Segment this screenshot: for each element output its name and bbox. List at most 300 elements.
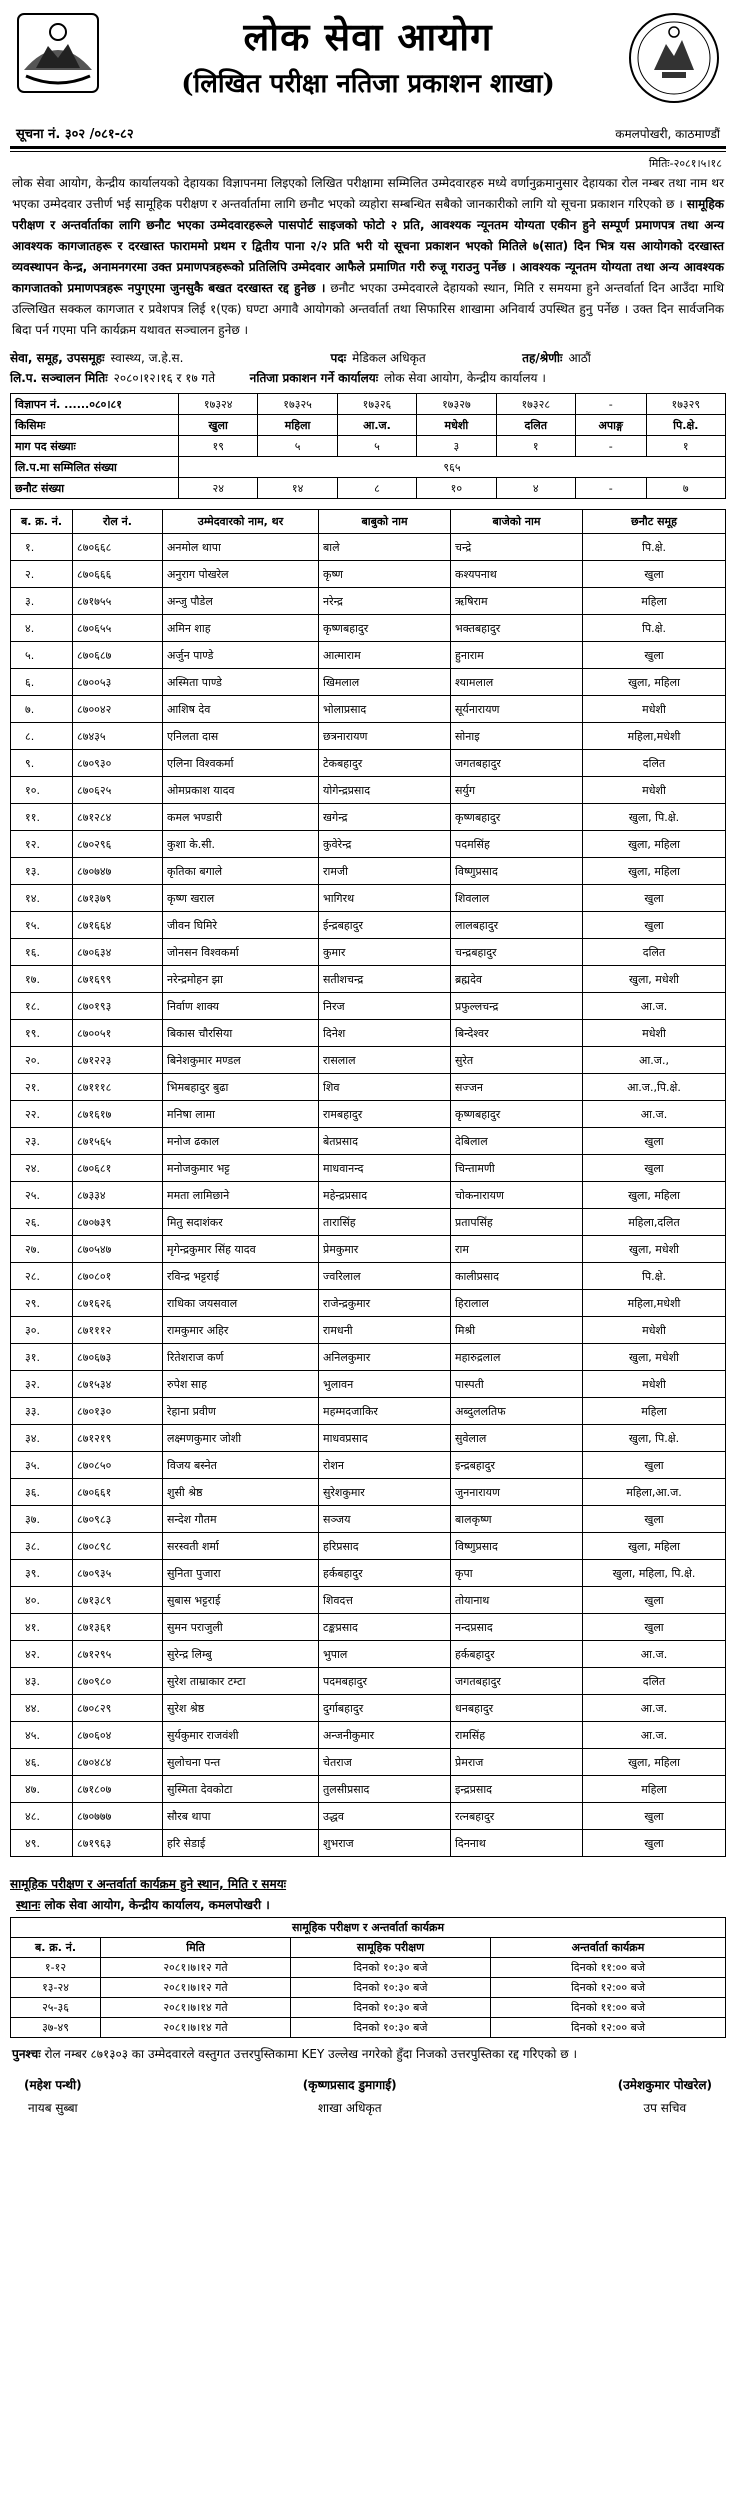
grandfather-name-cell: महारुद्रलाल [451, 1344, 583, 1371]
table-row [11, 723, 726, 750]
col-header: अन्तर्वार्ता कार्यक्रम [491, 1938, 726, 1958]
candidate-name-cell: एलिना विश्वकर्मा [163, 750, 319, 777]
father-name-cell: भुलावन [319, 1371, 451, 1398]
candidate-name-cell: जीवन घिमिरे [163, 912, 319, 939]
group-cell: खुला, महिला [583, 1182, 726, 1209]
candidate-name-cell: हरि सेडाई [163, 1830, 319, 1857]
father-name-cell: तुलसीप्रसाद [319, 1776, 451, 1803]
serial-range-cell: १३-२४ [11, 1978, 101, 1998]
father-name-cell: प्रेमकुमार [319, 1236, 451, 1263]
grandfather-name-cell: प्रफुल्लचन्द्र [451, 993, 583, 1020]
candidate-name-cell: सरस्वती शर्मा [163, 1533, 319, 1560]
group-cell: खुला [583, 1128, 726, 1155]
roll-number-cell: ८७१६६४ [73, 912, 163, 939]
table-row [11, 1425, 726, 1452]
serial-cell: ३८. [11, 1533, 73, 1560]
roll-number-cell: ८७१७५५ [73, 588, 163, 615]
roll-number-cell: ८७१३७९ [73, 885, 163, 912]
appeared-label: लि.प.मा सम्मिलित संख्या [11, 457, 179, 478]
group-cell: मधेशी [583, 696, 726, 723]
roll-number-cell: ८७०९८० [73, 1668, 163, 1695]
group-cell: खुला [583, 561, 726, 588]
serial-cell: १. [11, 534, 73, 561]
candidate-name-cell: मृगेन्द्रकुमार सिंह यादव [163, 1236, 319, 1263]
roll-number-cell: ८७०६०४ [73, 1722, 163, 1749]
father-name-cell: चेतराज [319, 1749, 451, 1776]
schedule-heading: सामूहिक परीक्षण र अन्तर्वार्ता कार्यक्रम हुने स्थान, मिति र समयः [10, 1877, 287, 1891]
group-cell: दलित [583, 939, 726, 966]
table-row [11, 885, 726, 912]
selected-label: छनौट संख्या [11, 478, 179, 499]
office-value: लोक सेवा आयोग, केन्द्रीय कार्यालय । [384, 370, 546, 385]
table-row [11, 1749, 726, 1776]
table-row [11, 1290, 726, 1317]
selected-cell: २४ [179, 478, 258, 499]
demand-cell: १ [646, 436, 725, 457]
roll-number-cell: ८७०७४७ [73, 858, 163, 885]
father-name-cell: माधवानन्द [319, 1155, 451, 1182]
roll-number-cell: ८७०८५० [73, 1452, 163, 1479]
table-row [11, 1020, 726, 1047]
serial-range-cell: १-१२ [11, 1958, 101, 1978]
candidate-name-cell: सुनिता पुजारा [163, 1560, 319, 1587]
grandfather-name-cell: प्रतापसिंह [451, 1209, 583, 1236]
grandfather-name-cell: इन्द्रप्रसाद [451, 1776, 583, 1803]
grandfather-name-cell: जगतबहादुर [451, 750, 583, 777]
serial-cell: ३२. [11, 1371, 73, 1398]
serial-cell: १४. [11, 885, 73, 912]
serial-cell: १६. [11, 939, 73, 966]
roll-number-cell: ८७१२८४ [73, 804, 163, 831]
candidate-name-cell: कृतिका बगाले [163, 858, 319, 885]
table-row [11, 939, 726, 966]
candidate-name-cell: शुसी श्रेष्ठ [163, 1479, 319, 1506]
group-test-time-cell: दिनको १०:३० बजे [291, 1978, 491, 1998]
grandfather-name-cell: बालकृष्ण [451, 1506, 583, 1533]
group-cell: महिला,दलित [583, 1209, 726, 1236]
roll-number-cell: ८७०६८७ [73, 642, 163, 669]
candidate-name-cell: बिकास चौरसिया [163, 1020, 319, 1047]
signatory-name: (उमेशकुमार पोखरेल) [617, 2078, 712, 2092]
grandfather-name-cell: शिवलाल [451, 885, 583, 912]
selected-cell: ४ [496, 478, 575, 499]
roll-number-cell: ८७०८०१ [73, 1263, 163, 1290]
serial-cell: ४७. [11, 1776, 73, 1803]
father-name-cell: तारासिंह [319, 1209, 451, 1236]
type-cell: आ.ज. [337, 415, 416, 436]
candidate-name-cell: अमिन शाह [163, 615, 319, 642]
selected-cell: ७ [646, 478, 725, 499]
roll-number-cell: ८७०६६६ [73, 561, 163, 588]
roll-number-cell: ८७१११२ [73, 1317, 163, 1344]
level-value: आठौं [568, 350, 591, 365]
selected-cell: ८ [337, 478, 416, 499]
seat-row-appeared [11, 457, 726, 478]
candidate-name-cell: कृष्ण खराल [163, 885, 319, 912]
postscript-text: रोल नम्बर ८७१३०३ का उम्मेदवारले वस्तुगत उत्तरपुस्तिकामा KEY उल्लेख नगरेको हुँदा निजको उत्तरपुस्तिका रद्द गरिएको छ । [44, 2047, 578, 2061]
roll-number-cell: ८७०१३० [73, 1398, 163, 1425]
roll-number-cell: ८७०६८१ [73, 1155, 163, 1182]
roll-number-cell: ८७०८९८ [73, 1533, 163, 1560]
col-header: ब. क्र. नं. [11, 510, 73, 534]
father-name-cell: शुभराज [319, 1830, 451, 1857]
candidate-name-cell: रितेशराज कर्ण [163, 1344, 319, 1371]
roll-number-cell: ८७१८०७ [73, 1776, 163, 1803]
interview-time-cell: दिनको ११:०० बजे [491, 1998, 726, 2018]
grandfather-name-cell: जगतबहादुर [451, 1668, 583, 1695]
serial-range-cell: ३७-४९ [11, 2018, 101, 2038]
father-name-cell: हरिप्रसाद [319, 1533, 451, 1560]
table-row [11, 1533, 726, 1560]
selected-cell: १० [417, 478, 496, 499]
father-name-cell: खगेन्द्र [319, 804, 451, 831]
group-cell: खुला [583, 1506, 726, 1533]
adv-no: १७३२८ [496, 394, 575, 415]
father-name-cell: माधवप्रसाद [319, 1425, 451, 1452]
group-cell: आ.ज. [583, 1101, 726, 1128]
signatory-name: (कृष्णप्रसाद डुमागाई) [302, 2078, 397, 2092]
candidate-name-cell: मितु सदाशंकर [163, 1209, 319, 1236]
group-cell: खुला, महिला [583, 1749, 726, 1776]
psc-seal-icon [626, 10, 722, 106]
father-name-cell: रामजी [319, 858, 451, 885]
father-name-cell: खिमलाल [319, 669, 451, 696]
candidate-name-cell: कुशा के.सी. [163, 831, 319, 858]
table-row [11, 1978, 726, 1998]
group-cell: पि.क्षे. [583, 1263, 726, 1290]
postscript [10, 2044, 726, 2064]
group-cell: आ.ज. [583, 1722, 726, 1749]
group-cell: खुला [583, 885, 726, 912]
grandfather-name-cell: सुवेलाल [451, 1425, 583, 1452]
roll-number-cell: ८७१५३४ [73, 1371, 163, 1398]
serial-cell: २३. [11, 1128, 73, 1155]
serial-cell: ४६. [11, 1749, 73, 1776]
demand-cell: ३ [417, 436, 496, 457]
serial-cell: ९. [11, 750, 73, 777]
roll-number-cell: ८७१६१७ [73, 1101, 163, 1128]
candidate-name-cell: सुस्मिता देवकोटा [163, 1776, 319, 1803]
candidate-name-cell: सुरेश श्रेष्ठ [163, 1695, 319, 1722]
roll-number-cell: ८७०५४७ [73, 1236, 163, 1263]
group-cell: खुला, पि.क्षे. [583, 1425, 726, 1452]
father-name-cell: रामबहादुर [319, 1101, 451, 1128]
notice-number: सूचना नं. ३०२ /०८१-८२ [16, 127, 134, 142]
roll-number-cell: ८७०६५५ [73, 615, 163, 642]
group-cell: महिला,मधेशी [583, 723, 726, 750]
roll-number-cell: ८७०६७३ [73, 1344, 163, 1371]
roll-number-cell: ८७१३६१ [73, 1614, 163, 1641]
table-row [11, 966, 726, 993]
serial-cell: २८. [11, 1263, 73, 1290]
roll-number-cell: ८७०६६८ [73, 534, 163, 561]
type-cell: पि.क्षे. [646, 415, 725, 436]
col-header: ब. क्र. नं. [11, 1938, 101, 1958]
interview-time-cell: दिनको १२:०० बजे [491, 1978, 726, 1998]
serial-cell: १२. [11, 831, 73, 858]
grandfather-name-cell: हुनाराम [451, 642, 583, 669]
roll-number-cell: ८७०७७७ [73, 1803, 163, 1830]
signature [618, 2076, 712, 2116]
serial-cell: १७. [11, 966, 73, 993]
schedule-caption: सामूहिक परीक्षण र अन्तर्वार्ता कार्यक्रम [11, 1918, 726, 1938]
adv-label: विज्ञापन नं. ......०८०।८१ [11, 394, 179, 415]
roll-number-cell: ८७१९६३ [73, 1830, 163, 1857]
selected-cell: १४ [258, 478, 337, 499]
serial-cell: २५. [11, 1182, 73, 1209]
exam-date-value: २०८०।१२।१६ र १७ गते [113, 370, 216, 385]
adv-no: १७३२४ [179, 394, 258, 415]
signatory-designation: उप सचिव [643, 2101, 687, 2115]
candidate-name-cell: अनमोल थापा [163, 534, 319, 561]
date-cell: २०८१।७।१४ गते [101, 1998, 291, 2018]
grandfather-name-cell: बिन्देश्वर [451, 1020, 583, 1047]
col-header: छनौट समूह [583, 510, 726, 534]
signatory-name: (महेश पन्थी) [24, 2078, 82, 2092]
table-row [11, 1263, 726, 1290]
post-label: पदः [330, 350, 347, 365]
serial-cell: ३७. [11, 1506, 73, 1533]
serial-cell: १८. [11, 993, 73, 1020]
postscript-label: पुनश्चः [12, 2047, 41, 2061]
serial-cell: ४४. [11, 1695, 73, 1722]
notice-date: मितिः-२०८१।५।१८ [648, 157, 722, 170]
father-name-cell: नरेन्द्र [319, 588, 451, 615]
father-name-cell: दिनेश [319, 1020, 451, 1047]
group-cell: पि.क्षे. [583, 615, 726, 642]
table-row [11, 1695, 726, 1722]
roll-number-cell: ८७०९३५ [73, 1560, 163, 1587]
group-cell: महिला [583, 588, 726, 615]
grandfather-name-cell: जुननारायण [451, 1479, 583, 1506]
meta-row-exam [10, 367, 726, 387]
grandfather-name-cell: श्यामलाल [451, 669, 583, 696]
father-name-cell: कुवेरेन्द्र [319, 831, 451, 858]
roll-number-cell: ८७१२१९ [73, 1425, 163, 1452]
serial-cell: ३३. [11, 1398, 73, 1425]
father-name-cell: महेन्द्रप्रसाद [319, 1182, 451, 1209]
table-row [11, 1830, 726, 1857]
service-value: स्वास्थ्य, ज.हे.स. [110, 350, 184, 365]
table-row [11, 1506, 726, 1533]
intro-text-1: लोक सेवा आयोग, केन्द्रीय कार्यालयको देहायका विज्ञापनमा लिइएको लिखित परीक्षामा सम्मिलित उम्मेदवारहरु मध्ये वर्णानुक्रमानुसार देहायका रोल नम्बर तथा नाम थर भएका उम्मेदवार उत्तीर्ण भई सामूहिक परीक्षण र अन्तर्वार्तामा लागि छनौट भएको व्यहोरा सम्बन्धित सबैको जानकारीको लागि यो सूचना प्रकाशन गरिएको छ । [12, 176, 724, 211]
table-row [11, 750, 726, 777]
grandfather-name-cell: देबिलाल [451, 1128, 583, 1155]
level-label: तह/श्रेणीः [522, 350, 563, 365]
table-row [11, 1587, 726, 1614]
demand-cell: ५ [258, 436, 337, 457]
signature [24, 2076, 82, 2116]
table-row [11, 1128, 726, 1155]
father-name-cell: पदमबहादुर [319, 1668, 451, 1695]
roll-number-cell: ८७०६२५ [73, 777, 163, 804]
grandfather-name-cell: कालीप्रसाद [451, 1263, 583, 1290]
group-cell: महिला [583, 1398, 726, 1425]
grandfather-name-cell: ब्रह्मदेव [451, 966, 583, 993]
father-name-cell: भोलाप्रसाद [319, 696, 451, 723]
group-cell: खुला [583, 1155, 726, 1182]
grandfather-name-cell: कृपा [451, 1560, 583, 1587]
candidate-name-cell: सन्देश गौतम [163, 1506, 319, 1533]
table-row [11, 1101, 726, 1128]
appeared-value: ९६५ [179, 457, 726, 478]
father-name-cell: अनिलकुमार [319, 1344, 451, 1371]
group-cell: मधेशी [583, 777, 726, 804]
exam-date-label: लि.प. सञ्चालन मितिः [10, 370, 108, 385]
grandfather-name-cell: कृष्णबहादुर [451, 1101, 583, 1128]
table-row [11, 1236, 726, 1263]
grandfather-name-cell: सुरेत [451, 1047, 583, 1074]
office-location: कमलपोखरी, काठमाण्डौं [615, 127, 720, 141]
father-name-cell: ईन्द्रबहादुर [319, 912, 451, 939]
father-name-cell: रासलाल [319, 1047, 451, 1074]
table-row [11, 1998, 726, 2018]
grandfather-name-cell: पास्पती [451, 1371, 583, 1398]
table-row [11, 1317, 726, 1344]
table-row [11, 1182, 726, 1209]
table-row [11, 1776, 726, 1803]
table-row [11, 615, 726, 642]
schedule-place [10, 1896, 726, 1913]
father-name-cell: कुमार [319, 939, 451, 966]
schedule-table [10, 1917, 726, 2038]
candidate-name-cell: जोनसन विश्वकर्मा [163, 939, 319, 966]
results-header-row [11, 510, 726, 534]
table-row [11, 1371, 726, 1398]
serial-cell: २१. [11, 1074, 73, 1101]
serial-cell: ३४. [11, 1425, 73, 1452]
table-row [11, 1074, 726, 1101]
candidate-name-cell: सुबास भट्टराई [163, 1587, 319, 1614]
roll-number-cell: ८७०७३९ [73, 1209, 163, 1236]
grandfather-name-cell: चन्द्रे [451, 534, 583, 561]
table-row [11, 777, 726, 804]
candidate-name-cell: रविन्द्र भट्टराई [163, 1263, 319, 1290]
candidate-name-cell: एनिलता दास [163, 723, 319, 750]
col-header: मिति [101, 1938, 291, 1958]
demand-cell: १९ [179, 436, 258, 457]
seat-row-adv [11, 394, 726, 415]
group-cell: दलित [583, 750, 726, 777]
roll-number-cell: ८७००५१ [73, 1020, 163, 1047]
grandfather-name-cell: अब्दुललतिफ [451, 1398, 583, 1425]
roll-number-cell: ८७०४८४ [73, 1749, 163, 1776]
group-cell: खुला, मधेशी [583, 1236, 726, 1263]
signatory-designation: नायब सुब्बा [27, 2101, 78, 2115]
demand-cell: - [575, 436, 646, 457]
col-header: बाबुको नाम [319, 510, 451, 534]
group-cell: खुला, महिला [583, 1533, 726, 1560]
roll-number-cell: ८७०९८३ [73, 1506, 163, 1533]
group-cell: आ.ज. [583, 993, 726, 1020]
demand-label: माग पद संख्याः [11, 436, 179, 457]
adv-no: १७३२५ [258, 394, 337, 415]
grandfather-name-cell: लालबहादुर [451, 912, 583, 939]
group-cell: महिला,आ.ज. [583, 1479, 726, 1506]
table-row [11, 1722, 726, 1749]
father-name-cell: बाले [319, 534, 451, 561]
group-cell: खुला, मधेशी [583, 1344, 726, 1371]
serial-range-cell: २५-३६ [11, 1998, 101, 2018]
group-cell: आ.ज.,पि.क्षे. [583, 1074, 726, 1101]
group-test-time-cell: दिनको १०:३० बजे [291, 1998, 491, 2018]
father-name-cell: शिव [319, 1074, 451, 1101]
group-test-time-cell: दिनको १०:३० बजे [291, 2018, 491, 2038]
group-cell: मधेशी [583, 1020, 726, 1047]
roll-number-cell: ८७०६६१ [73, 1479, 163, 1506]
notice-number-row [10, 118, 726, 144]
meta-row-service [10, 347, 726, 367]
roll-number-cell: ८७१११८ [73, 1074, 163, 1101]
table-row [11, 1479, 726, 1506]
serial-cell: ३५. [11, 1452, 73, 1479]
serial-cell: २२. [11, 1101, 73, 1128]
table-row [11, 1958, 726, 1978]
roll-number-cell: ८७१२२३ [73, 1047, 163, 1074]
roll-number-cell: ८७१६९९ [73, 966, 163, 993]
serial-cell: २७. [11, 1236, 73, 1263]
seat-table [10, 393, 726, 499]
page-subtitle: (लिखित परीक्षा नतिजा प्रकाशन शाखा) [181, 69, 555, 99]
serial-cell: ६. [11, 669, 73, 696]
grandfather-name-cell: सर्युग [451, 777, 583, 804]
intro-text-2: सामूहिक परीक्षण र अन्तर्वार्ताका लागि छनौट भएका उम्मेदवारहरूले पासपोर्ट साइजको फोटो २ प्रति, आवश्यक न्यूनतम योग्यता एकीन हुने सम्पूर्ण प्रमाणपत्र तथा अन्य आवश्यक कागजातहरू र दरखास्त फाराममो प्रथम र द्वितीय पाना २/२ प्रति भरी यो सूचना प्रकाशन भएको मितिले ७(सात) दिन भित्र यस आयोगको दरखास्त व्यवस्थापन केन्द्र, अनामनगरमा उक्त प्रमाणपत्रहरूको प्रतिलिपि उम्मेदवार आफैले प्रमाणित गरी रुजू गराउनु पर्नेछ । [12, 197, 724, 274]
father-name-cell: कृष्णबहादुर [319, 615, 451, 642]
roll-number-cell: ८७३३४ [73, 1182, 163, 1209]
grandfather-name-cell: भक्तबहादुर [451, 615, 583, 642]
table-row [11, 1344, 726, 1371]
serial-cell: ४५. [11, 1722, 73, 1749]
col-header: बाजेको नाम [451, 510, 583, 534]
table-row [11, 1155, 726, 1182]
father-name-cell: सञ्जय [319, 1506, 451, 1533]
candidate-name-cell: मनोज ढकाल [163, 1128, 319, 1155]
father-name-cell: रोशन [319, 1452, 451, 1479]
candidate-name-cell: कमल भण्डारी [163, 804, 319, 831]
schedule-header-row [11, 1938, 726, 1958]
group-cell: खुला, महिला, पि.क्षे. [583, 1560, 726, 1587]
table-row [11, 804, 726, 831]
group-cell: खुला, महिला [583, 831, 726, 858]
group-test-time-cell: दिनको १०:३० बजे [291, 1958, 491, 1978]
type-label: किसिमः [11, 415, 179, 436]
serial-cell: २९. [11, 1290, 73, 1317]
father-name-cell: टङ्कप्रसाद [319, 1614, 451, 1641]
serial-cell: २. [11, 561, 73, 588]
serial-cell: ५. [11, 642, 73, 669]
grandfather-name-cell: इन्द्रबहादुर [451, 1452, 583, 1479]
serial-cell: १५. [11, 912, 73, 939]
father-name-cell: महम्मदजाकिर [319, 1398, 451, 1425]
grandfather-name-cell: मिश्री [451, 1317, 583, 1344]
grandfather-name-cell: धनबहादुर [451, 1695, 583, 1722]
seat-row-type [11, 415, 726, 436]
place-label: स्थानः [16, 1898, 41, 1912]
grandfather-name-cell: राम [451, 1236, 583, 1263]
father-name-cell: भागिरथ [319, 885, 451, 912]
serial-cell: ४३. [11, 1668, 73, 1695]
roll-number-cell: ८७१२९५ [73, 1641, 163, 1668]
serial-cell: ४२. [11, 1641, 73, 1668]
group-cell: पि.क्षे. [583, 534, 726, 561]
roll-number-cell: ८७४३५ [73, 723, 163, 750]
group-cell: महिला,मधेशी [583, 1290, 726, 1317]
serial-cell: ४९. [11, 1830, 73, 1857]
interview-time-cell: दिनको ११:०० बजे [491, 1958, 726, 1978]
serial-cell: ३०. [11, 1317, 73, 1344]
serial-cell: २६. [11, 1209, 73, 1236]
grandfather-name-cell: तोयानाथ [451, 1587, 583, 1614]
